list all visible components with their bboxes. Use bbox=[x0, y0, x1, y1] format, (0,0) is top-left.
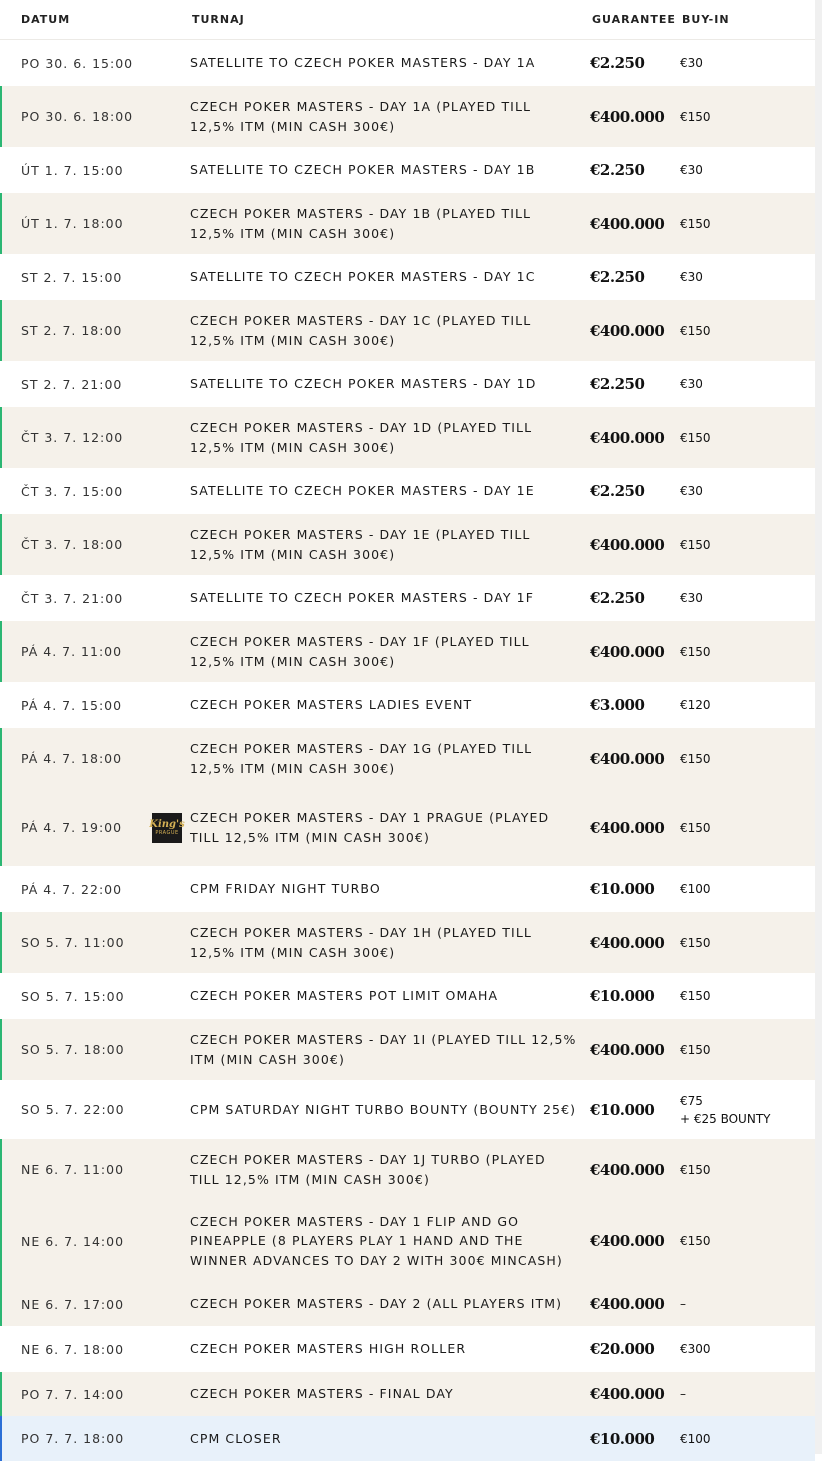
row-buyin bbox=[680, 1161, 815, 1179]
row-buyin bbox=[680, 429, 815, 447]
table-row[interactable] bbox=[0, 973, 815, 1019]
row-guarantee: €2.250 bbox=[590, 54, 645, 72]
row-tournament-name: CZECH POKER MASTERS - DAY 1 FLIP AND GO PINEAPPLE (8 PLAYERS PLAY 1 HAND AND THE WINNER ADVANCES TO DAY 2 WITH 300€ MINCASH) bbox=[190, 1213, 563, 1268]
table-row[interactable] bbox=[0, 193, 815, 254]
row-buyin bbox=[680, 934, 815, 952]
row-buyin bbox=[680, 1295, 815, 1313]
table-row[interactable] bbox=[0, 621, 815, 682]
row-tournament-name: SATELLITE TO CZECH POKER MASTERS - DAY 1D bbox=[190, 376, 537, 392]
row-buyin bbox=[680, 589, 815, 607]
row-date: ČT 3. 7. 12:00 bbox=[21, 430, 124, 445]
row-tournament-name: CZECH POKER MASTERS - DAY 1B (PLAYED TILL 12,5% ITM (MIN CASH 300€) bbox=[190, 206, 532, 241]
row-date: PO 7. 7. 18:00 bbox=[21, 1431, 125, 1446]
row-buyin bbox=[680, 987, 815, 1005]
row-date: NE 6. 7. 11:00 bbox=[21, 1162, 125, 1177]
buyin-amount: – bbox=[680, 1297, 686, 1311]
buyin-amount: €30 bbox=[680, 163, 703, 177]
table-row[interactable] bbox=[0, 254, 815, 300]
row-tournament-name: SATELLITE TO CZECH POKER MASTERS - DAY 1F bbox=[190, 590, 534, 606]
row-date: SO 5. 7. 15:00 bbox=[21, 988, 125, 1004]
table-row[interactable] bbox=[0, 1019, 815, 1080]
logo-text: King's bbox=[149, 818, 185, 830]
row-guarantee: €10.000 bbox=[590, 880, 655, 898]
row-date: ST 2. 7. 18:00 bbox=[21, 323, 123, 338]
row-guarantee: €400.000 bbox=[590, 321, 665, 340]
row-tournament-name: CZECH POKER MASTERS LADIES EVENT bbox=[190, 697, 473, 713]
row-guarantee: €400.000 bbox=[590, 428, 665, 447]
buyin-bounty: + €25 BOUNTY bbox=[680, 1111, 771, 1126]
buyin-amount: €150 bbox=[680, 989, 711, 1003]
row-tournament-name: CZECH POKER MASTERS POT LIMIT OMAHA bbox=[190, 988, 499, 1004]
table-row[interactable] bbox=[0, 300, 815, 361]
table-row[interactable] bbox=[0, 728, 815, 789]
header-date: DATUM bbox=[21, 13, 71, 26]
row-date: NE 6. 7. 17:00 bbox=[21, 1296, 125, 1312]
row-buyin bbox=[680, 1385, 815, 1403]
table-row[interactable] bbox=[0, 514, 815, 575]
header-buyin: BUY-IN bbox=[682, 13, 730, 26]
row-buyin bbox=[680, 819, 815, 837]
row-tournament-name: CPM FRIDAY NIGHT TURBO bbox=[190, 881, 381, 897]
buyin-amount: – bbox=[680, 1387, 686, 1401]
row-tournament-name: CZECH POKER MASTERS - DAY 1H (PLAYED TILL 12,5% ITM (MIN CASH 300€) bbox=[190, 925, 532, 960]
row-buyin bbox=[680, 1092, 815, 1128]
buyin-amount: €300 bbox=[680, 1342, 711, 1356]
row-guarantee: €10.000 bbox=[590, 1100, 655, 1119]
buyin-amount: €150 bbox=[680, 430, 711, 445]
row-buyin bbox=[680, 1041, 815, 1059]
row-guarantee: €10.000 bbox=[590, 1429, 655, 1448]
row-tournament-name: CZECH POKER MASTERS - DAY 1D (PLAYED TILL 12,5% ITM (MIN CASH 300€) bbox=[190, 420, 533, 455]
row-buyin bbox=[680, 215, 815, 233]
row-date: ČT 3. 7. 21:00 bbox=[21, 590, 124, 606]
row-buyin bbox=[680, 536, 815, 554]
row-buyin bbox=[680, 54, 815, 72]
row-tournament-name: CZECH POKER MASTERS - DAY 1I (PLAYED TILL 12,5% ITM (MIN CASH 300€) bbox=[190, 1032, 577, 1067]
row-buyin bbox=[680, 322, 815, 340]
buyin-amount: €30 bbox=[680, 56, 703, 70]
row-date: SO 5. 7. 22:00 bbox=[21, 1102, 125, 1117]
table-row[interactable] bbox=[0, 361, 815, 407]
row-buyin bbox=[680, 268, 815, 286]
row-guarantee: €400.000 bbox=[590, 1160, 665, 1179]
row-tournament-name: CZECH POKER MASTERS - DAY 1F (PLAYED TILL 12,5% ITM (MIN CASH 300€) bbox=[190, 634, 530, 669]
row-buyin bbox=[680, 482, 815, 500]
row-guarantee: €400.000 bbox=[590, 642, 665, 661]
row-guarantee: €2.250 bbox=[590, 375, 645, 393]
row-date: SO 5. 7. 18:00 bbox=[21, 1042, 125, 1057]
buyin-amount: €150 bbox=[680, 1042, 711, 1057]
buyin-amount: €150 bbox=[680, 109, 711, 124]
row-tournament-name: SATELLITE TO CZECH POKER MASTERS - DAY 1C bbox=[190, 269, 536, 285]
row-date: PÁ 4. 7. 19:00 bbox=[21, 820, 123, 835]
buyin-amount: €120 bbox=[680, 698, 711, 712]
row-date: PO 30. 6. 18:00 bbox=[21, 109, 134, 124]
buyin-amount: €150 bbox=[680, 644, 711, 659]
kings-prague-logo bbox=[149, 813, 185, 843]
row-tournament-name: CZECH POKER MASTERS HIGH ROLLER bbox=[190, 1341, 467, 1357]
row-date: PÁ 4. 7. 11:00 bbox=[21, 644, 123, 659]
buyin-amount: €100 bbox=[680, 882, 711, 896]
table-row[interactable] bbox=[0, 1139, 815, 1200]
row-tournament-name: CZECH POKER MASTERS - FINAL DAY bbox=[190, 1386, 454, 1402]
row-date: ÚT 1. 7. 15:00 bbox=[21, 162, 124, 178]
row-buyin bbox=[680, 375, 815, 393]
header-tournament: TURNAJ bbox=[192, 13, 245, 26]
row-date: ČT 3. 7. 15:00 bbox=[21, 483, 124, 499]
row-date: PÁ 4. 7. 18:00 bbox=[21, 751, 123, 766]
row-date: PO 7. 7. 14:00 bbox=[21, 1386, 125, 1402]
table-row[interactable] bbox=[0, 912, 815, 973]
table-row[interactable] bbox=[0, 575, 815, 621]
row-tournament-name: SATELLITE TO CZECH POKER MASTERS - DAY 1E bbox=[190, 483, 535, 499]
row-guarantee: €400.000 bbox=[590, 749, 665, 768]
row-tournament-name: SATELLITE TO CZECH POKER MASTERS - DAY 1B bbox=[190, 162, 536, 178]
table-row[interactable] bbox=[0, 40, 815, 86]
table-row[interactable] bbox=[0, 407, 815, 468]
row-date: ČT 3. 7. 18:00 bbox=[21, 537, 124, 552]
table-header bbox=[0, 0, 815, 40]
row-date: NE 6. 7. 18:00 bbox=[21, 1341, 125, 1357]
row-guarantee: €400.000 bbox=[590, 214, 665, 233]
row-guarantee: €2.250 bbox=[590, 268, 645, 286]
row-buyin bbox=[680, 108, 815, 126]
row-tournament-name: SATELLITE TO CZECH POKER MASTERS - DAY 1A bbox=[190, 55, 536, 71]
buyin-amount: €150 bbox=[680, 537, 711, 552]
buyin-amount: €150 bbox=[680, 1234, 711, 1248]
buyin-amount: €100 bbox=[680, 1431, 711, 1446]
row-buyin bbox=[680, 1340, 815, 1358]
buyin-amount: €75 bbox=[680, 1093, 703, 1108]
table-row[interactable] bbox=[0, 1080, 815, 1139]
row-tournament-name: CPM CLOSER bbox=[190, 1430, 282, 1446]
row-guarantee: €400.000 bbox=[590, 1232, 665, 1250]
row-tournament-name: CZECH POKER MASTERS - DAY 1J TURBO (PLAYED TILL 12,5% ITM (MIN CASH 300€) bbox=[190, 1152, 546, 1187]
row-guarantee: €400.000 bbox=[590, 535, 665, 554]
row-guarantee: €400.000 bbox=[590, 1385, 665, 1403]
row-date: SO 5. 7. 11:00 bbox=[21, 935, 125, 950]
row-buyin bbox=[680, 643, 815, 661]
table-row[interactable] bbox=[0, 1416, 815, 1461]
row-tournament-name: CZECH POKER MASTERS - DAY 1C (PLAYED TILL 12,5% ITM (MIN CASH 300€) bbox=[190, 313, 532, 348]
row-date: ST 2. 7. 21:00 bbox=[21, 376, 123, 392]
buyin-amount: €150 bbox=[680, 1162, 711, 1177]
table-row[interactable] bbox=[0, 86, 815, 147]
buyin-amount: €150 bbox=[680, 820, 711, 835]
row-date: ST 2. 7. 15:00 bbox=[21, 269, 123, 285]
row-tournament-name: CZECH POKER MASTERS - DAY 1 PRAGUE (PLAYED TILL 12,5% ITM (MIN CASH 300€) bbox=[190, 810, 550, 845]
row-buyin bbox=[680, 880, 815, 898]
buyin-amount: €150 bbox=[680, 323, 711, 338]
row-tournament-name: CZECH POKER MASTERS - DAY 1G (PLAYED TILL 12,5% ITM (MIN CASH 300€) bbox=[190, 741, 533, 776]
table-row[interactable] bbox=[0, 1372, 815, 1416]
row-guarantee: €2.250 bbox=[590, 161, 645, 179]
row-tournament-name: CZECH POKER MASTERS - DAY 1E (PLAYED TILL 12,5% ITM (MIN CASH 300€) bbox=[190, 527, 531, 562]
table-row[interactable] bbox=[0, 866, 815, 912]
row-tournament-name: CPM SATURDAY NIGHT TURBO BOUNTY (BOUNTY 25€) bbox=[190, 1101, 577, 1117]
row-tournament-name: CZECH POKER MASTERS - DAY 2 (ALL PLAYERS ITM) bbox=[190, 1296, 563, 1312]
table-row[interactable] bbox=[0, 147, 815, 193]
row-date: PÁ 4. 7. 22:00 bbox=[21, 881, 123, 897]
table-row[interactable] bbox=[0, 1200, 815, 1282]
row-guarantee: €3.000 bbox=[590, 696, 645, 714]
buyin-amount: €30 bbox=[680, 484, 703, 498]
row-guarantee: €20.000 bbox=[590, 1340, 655, 1358]
row-buyin bbox=[680, 1430, 815, 1448]
table-row[interactable] bbox=[0, 1326, 815, 1372]
row-date: PÁ 4. 7. 15:00 bbox=[21, 697, 123, 713]
buyin-amount: €30 bbox=[680, 270, 703, 284]
row-guarantee: €2.250 bbox=[590, 482, 645, 500]
table-row[interactable] bbox=[0, 1282, 815, 1326]
row-buyin bbox=[680, 696, 815, 714]
row-date: PO 30. 6. 15:00 bbox=[21, 55, 134, 71]
row-guarantee: €400.000 bbox=[590, 1040, 665, 1059]
table-row[interactable] bbox=[0, 468, 815, 514]
row-tournament-name: CZECH POKER MASTERS - DAY 1A (PLAYED TILL 12,5% ITM (MIN CASH 300€) bbox=[190, 99, 532, 134]
buyin-amount: €30 bbox=[680, 377, 703, 391]
buyin-amount: €150 bbox=[680, 751, 711, 766]
table-body bbox=[0, 40, 815, 1461]
row-buyin bbox=[680, 750, 815, 768]
row-buyin bbox=[680, 1232, 815, 1250]
table-row[interactable] bbox=[0, 789, 815, 866]
row-guarantee: €400.000 bbox=[590, 107, 665, 126]
buyin-amount: €150 bbox=[680, 935, 711, 950]
logo-subtext: PRAGUE bbox=[155, 829, 179, 836]
table-row[interactable] bbox=[0, 682, 815, 728]
row-date: NE 6. 7. 14:00 bbox=[21, 1233, 125, 1249]
row-buyin bbox=[680, 161, 815, 179]
row-date: ÚT 1. 7. 18:00 bbox=[21, 216, 124, 231]
header-guarantee: GUARANTEE bbox=[592, 13, 676, 26]
buyin-amount: €30 bbox=[680, 591, 703, 605]
row-guarantee: €400.000 bbox=[590, 1295, 665, 1313]
row-guarantee: €400.000 bbox=[590, 818, 665, 837]
row-guarantee: €400.000 bbox=[590, 933, 665, 952]
row-guarantee: €2.250 bbox=[590, 589, 645, 607]
row-guarantee: €10.000 bbox=[590, 987, 655, 1005]
buyin-amount: €150 bbox=[680, 216, 711, 231]
